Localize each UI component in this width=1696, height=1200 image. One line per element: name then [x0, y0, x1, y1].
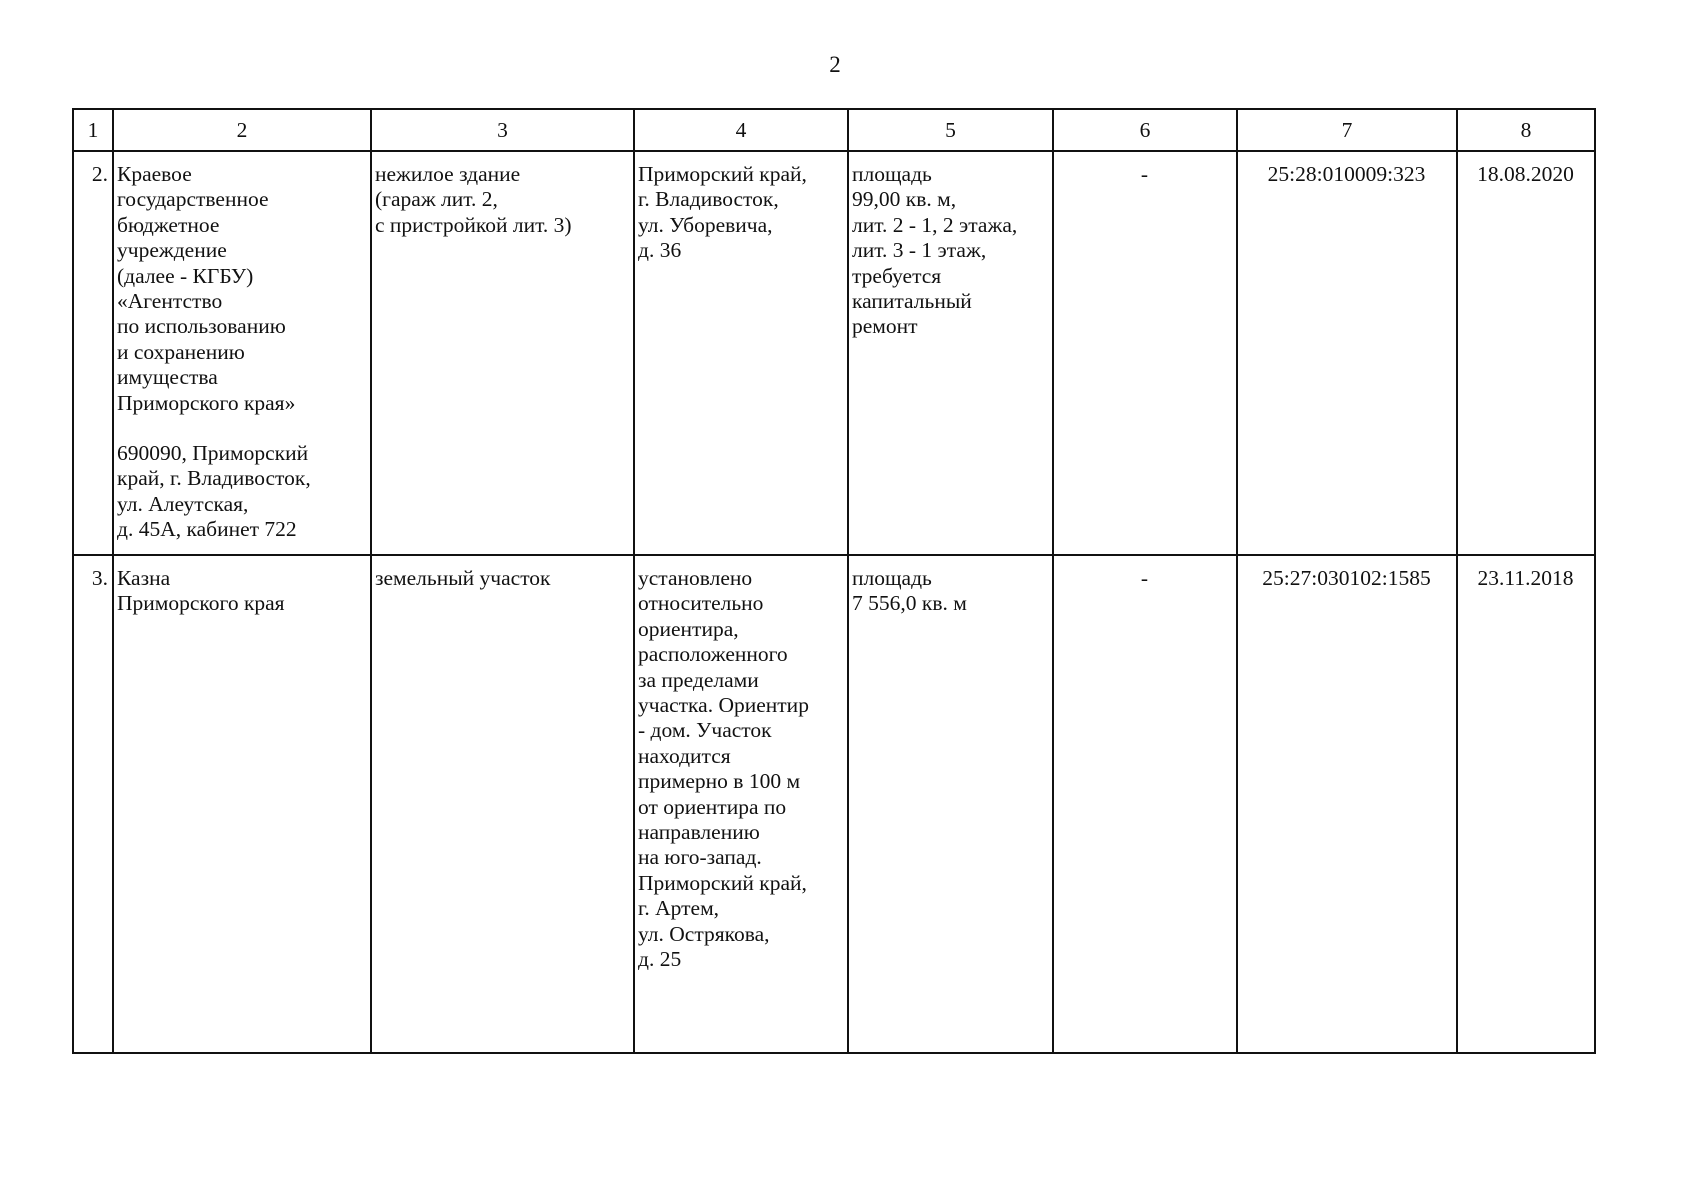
column-header: 6: [1053, 109, 1237, 151]
cadastral-number: 25:28:010009:323: [1237, 151, 1457, 555]
page-number: 2: [829, 52, 841, 77]
owner-name: Краевое государственное бюджетное учреждение (далее - КГБУ) «Агентство по использованию и сохранению имущества Приморского края»: [117, 162, 296, 415]
column-header: 7: [1237, 109, 1457, 151]
owner-address: 690090, Приморский край, г. Владивосток, ул. Алеутская, д. 45А, кабинет 722: [117, 441, 311, 542]
row-number: 3.: [73, 555, 113, 1053]
table-row: [73, 555, 1595, 1053]
row-number: 2.: [73, 151, 113, 555]
object-type: нежилое здание (гараж лит. 2, с пристройкой лит. 3): [371, 151, 634, 555]
column-header: 2: [113, 109, 371, 151]
column-header: 8: [1457, 109, 1595, 151]
object-location: установлено относительно ориентира, расположенного за пределами участка. Ориентир - дом. Участок находится примерно в 100 м от ориентира по направлению на юго-запад. Приморский край, г. Артем, ул. Острякова, д. 25: [634, 555, 848, 1053]
registration-date: 18.08.2020: [1457, 151, 1595, 555]
column-header: 4: [634, 109, 848, 151]
object-characteristics: площадь 99,00 кв. м, лит. 2 - 1, 2 этажа, лит. 3 - 1 этаж, требуется капитальный ремонт: [848, 151, 1053, 555]
column-header: 5: [848, 109, 1053, 151]
registration-date: 23.11.2018: [1457, 555, 1595, 1053]
owner-cell: [113, 151, 371, 555]
cadastral-number: 25:27:030102:1585: [1237, 555, 1457, 1053]
column-header: 1: [73, 109, 113, 151]
column-header: 3: [371, 109, 634, 151]
owner-name: Казна Приморского края: [117, 566, 285, 616]
column-6-value: -: [1053, 555, 1237, 1053]
object-type: земельный участок: [371, 555, 634, 1053]
column-6-value: -: [1053, 151, 1237, 555]
table-row: [73, 151, 1595, 555]
owner-cell: [113, 555, 371, 1053]
object-characteristics: площадь 7 556,0 кв. м: [848, 555, 1053, 1053]
table-header-row: [73, 109, 1595, 151]
property-table: [72, 108, 1596, 1054]
object-location: Приморский край, г. Владивосток, ул. Уборевича, д. 36: [634, 151, 848, 555]
